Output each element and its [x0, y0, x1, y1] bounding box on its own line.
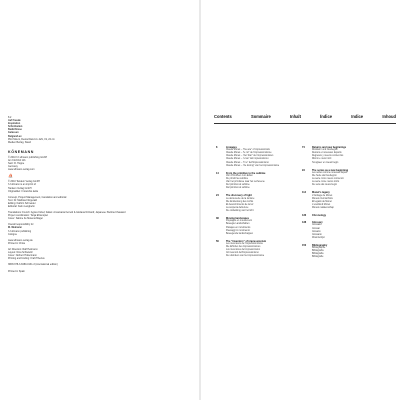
section-translation: Dal primitivo al sublime	[226, 187, 250, 190]
contents-heading: Índice	[320, 114, 333, 119]
imprint-line: Editorial: Karin Langbehn	[8, 204, 35, 208]
imprint-line: Germany	[8, 165, 18, 169]
contents-section	[216, 172, 302, 191]
contents-column-left	[216, 146, 302, 262]
section-translation: Monets nalatenschap	[312, 206, 334, 209]
imprint-line: Overall responsibility for	[8, 223, 34, 227]
section-translation: Claude Monet – "le roi" de l'impressionnisme	[226, 152, 272, 155]
page-number: 56	[216, 239, 219, 243]
section-translation: Monets Vermächtnis	[312, 197, 333, 200]
section-translation: Bibliografie	[312, 256, 324, 259]
section-translation: Claude Monet – "the ace" of impressionists	[226, 149, 270, 152]
imprint-block	[8, 180, 188, 192]
section-title: Monet's legacy	[312, 191, 330, 195]
imprint-line: Schönheiten	[8, 125, 23, 129]
section-title: Chronology	[312, 214, 327, 218]
contents-column-right	[302, 146, 388, 263]
section-translation: Bibliographie	[312, 247, 326, 250]
imprint-line: h.f.ullmann publishing	[8, 229, 32, 233]
footer-note: Printed in Spain	[8, 270, 25, 274]
book-gutter	[199, 0, 201, 400]
responsibility-block	[8, 223, 188, 235]
imprint-line: Cover: Sabine Fe Mutenschläger	[8, 217, 43, 221]
page-number: 136	[302, 214, 307, 218]
section-translation: Woordenlijst	[312, 236, 325, 239]
section-translation: Bibliografía	[312, 250, 324, 253]
page-number: 114	[302, 191, 307, 195]
contents-heading: Indice	[351, 114, 364, 119]
section-translation: Van het primitieve naar het verhevene	[226, 181, 265, 184]
heading-rule	[214, 123, 396, 124]
contents-section	[302, 244, 388, 260]
imprint-line: Medien Berlag, Stand	[8, 140, 31, 144]
section-translation: L'héritage de Monet	[312, 194, 333, 197]
imprint-line: Text: Dr. Mathias Fitzgerald	[8, 198, 37, 202]
section-title: Glossary	[312, 221, 323, 225]
page-number: 74	[302, 146, 305, 149]
section-translation: Die Entdeckung des Lichts	[226, 200, 254, 203]
section-translation: Paysages en mouvement	[226, 220, 252, 223]
contents-headings	[214, 114, 396, 119]
imprint-line: 8.2	[8, 116, 12, 119]
page-number: 138	[302, 221, 307, 225]
imprint-line: Translations: French: Agnès Kobel; Italian: Annamaria Ferretti & Giuliana Nizzardi; Japanese: Bettina Chassard	[8, 211, 126, 215]
page-number: 24	[216, 194, 219, 198]
imprint-line: www.ullmann-verlag.com	[8, 168, 35, 172]
section-translation: L'eredità di Monet	[312, 203, 331, 206]
section-translation: Ritorni e nuovi inizi	[312, 158, 332, 161]
section-translation: Regresos y nuevos comienzos	[312, 155, 344, 158]
imprint-line: Belgien/Lux	[8, 134, 22, 138]
contents-heading: Inhoud	[382, 114, 396, 119]
section-translation: Retours et nouveaux départs	[312, 152, 342, 155]
contents-heading: Contents	[214, 114, 232, 119]
contents-section	[302, 146, 388, 165]
imprint-line: Printing and binding: Kraft Tiberius	[8, 257, 45, 261]
section-translation: Die Serie als Neubeginn	[312, 174, 337, 177]
section-title: Moving landscapes	[226, 217, 250, 221]
page-number: 94	[302, 168, 305, 172]
section-title: The discovery of light	[226, 194, 252, 198]
imprint-line: © 2010 Tandem Verlag GmbH	[8, 180, 40, 184]
section-translation: Les séries comme nouveau départ	[312, 171, 348, 174]
imprint-line: M. Weimann	[8, 226, 22, 230]
section-translation: Glosario	[312, 230, 321, 233]
imprint-line: Printed in China	[8, 241, 26, 245]
section-translation: Die Erfinder des Impressionismus	[226, 246, 261, 249]
contents-section	[216, 240, 302, 259]
production-credits-block	[8, 248, 188, 260]
section-title: Returns and new beginnings	[312, 146, 347, 149]
section-translation: Glossar	[312, 227, 320, 230]
publisher-logo: KÖNEMANN	[8, 149, 34, 154]
section-title: The series as a new beginning	[312, 168, 349, 172]
section-translation: La serie come nuovo inizio	[312, 181, 340, 184]
imprint-line: Inspiration	[8, 122, 21, 126]
publisher-info-block	[8, 156, 188, 171]
contact-block	[8, 239, 188, 245]
section-translation: Claude Monet – "el as" del impresionismo	[226, 158, 269, 161]
section-translation: El legado de Monet	[312, 200, 332, 203]
section-translation: La scoperta della luce	[226, 206, 249, 209]
imprint-line: Am Kirchhof 11b	[8, 158, 26, 162]
section-translation: Paisajes en movimiento	[226, 226, 251, 229]
imprint-line: Cover: Norbert Hüttermann	[8, 254, 37, 258]
imprint-line: © 2010 h.f.ullmann publishing GmbH	[8, 155, 48, 159]
imprint-line: Editing: Kathrin Schneider	[8, 201, 36, 205]
translation-credits-block	[8, 211, 188, 220]
imprint-line: www.ullmann-verlag.de	[8, 238, 33, 242]
section-title: Lineages	[226, 146, 237, 149]
contents-page	[208, 0, 396, 400]
imprint-line: h.f.ullmann is an imprint of	[8, 183, 36, 187]
imprint-line: Tandem Verlag GmbH	[8, 186, 32, 190]
section-translation: Vom Primitiven zum Edlen	[226, 174, 253, 177]
imprint-line: Bedürfnisse	[8, 128, 22, 132]
contents-section	[216, 217, 302, 236]
imprint-line: Pilot Mount, Deutschland zu Jahr, 19, 22 cm	[8, 137, 55, 141]
isbn-line: ISBN 978-3-8480-0131-3 (international edition)	[8, 263, 58, 267]
section-translation: Los inventores del impresionismo	[226, 249, 261, 252]
contents-section	[302, 169, 388, 188]
section-translation: Rückkehr und Neubeginn	[312, 149, 338, 152]
project-credits-block	[8, 196, 188, 208]
imprint-line: Gelassen	[8, 131, 19, 135]
section-translation: De uitvinders van het impressionisme	[226, 255, 265, 258]
section-translation: Bewegende landschappen	[226, 232, 254, 235]
publisher-emblem-icon: ⛵	[8, 173, 13, 179]
section-translation: Glossario	[312, 233, 322, 236]
section-translation: De serie als nieuw begin	[312, 184, 338, 187]
imprint-line: Concept, Project Management, translation and editorial	[8, 195, 67, 199]
imprint-line: Auf Freude	[8, 119, 21, 123]
page-number: 14	[216, 171, 219, 175]
section-translation: Bewegte Landschaften	[226, 223, 250, 226]
section-heading	[302, 214, 388, 217]
section-translation: Les inventeurs de l'impressionnisme	[226, 242, 263, 245]
section-translation: Terugkeer en nieuw begin	[312, 161, 339, 164]
contents-section	[216, 194, 302, 213]
imprint-line: Art Direction: Ralf Heitmann	[8, 247, 38, 251]
section-translation: Paesaggi in movimento	[226, 229, 250, 232]
section-translation: La serie como nuevo comienzo	[312, 178, 344, 181]
section-translation: Claude Monet – "de koning" van het impressionisme	[226, 164, 280, 167]
imprint-line: Layout: Nina Schleiwitz	[8, 251, 33, 254]
section-title: The "inventors" of impressionism	[226, 239, 267, 243]
section-translation: Glossaire	[312, 224, 322, 227]
section-translation: Bibliografia	[312, 253, 324, 256]
contents-heading: Inhalt	[290, 114, 301, 119]
imprint-line: Project coordination: Tanja Ehlenspiel	[8, 214, 48, 218]
section-translation: Gli inventori dell'impressionismo	[226, 252, 259, 255]
imprint-line: Cologne	[8, 232, 17, 236]
title-info-block	[8, 116, 188, 144]
page-number: 38	[216, 217, 219, 221]
page-number: 8	[216, 146, 218, 149]
imprint-line: Satz: R. Hoppe	[8, 162, 25, 166]
imprint-line: Originaltitel: Il ricambio della	[8, 189, 38, 193]
contents-section	[302, 191, 388, 210]
section-translation: De ontdekking van het licht	[226, 210, 254, 213]
section-translation: El descubrimiento de la luz	[226, 203, 254, 206]
contents-section	[216, 146, 302, 168]
page-number: 150	[302, 243, 307, 247]
section-title: Bibliography	[312, 243, 328, 247]
section-translation: Claude Monet – "der Star" der Impressionisten	[226, 155, 274, 158]
contents-heading: Sommaire	[250, 114, 271, 119]
contents-section	[302, 221, 388, 240]
section-translation: La découverte de la lumière	[226, 197, 255, 200]
imprint-page	[8, 116, 188, 273]
section-translation: Del primitivo al sublime	[226, 184, 250, 187]
section-translation: Claude Monet – "il re" dell'impressionismo	[226, 161, 269, 164]
section-title: From the primitive to the sublime	[226, 171, 266, 175]
contents-section	[302, 214, 388, 217]
section-translation: Du primitif au sublime	[226, 178, 249, 181]
